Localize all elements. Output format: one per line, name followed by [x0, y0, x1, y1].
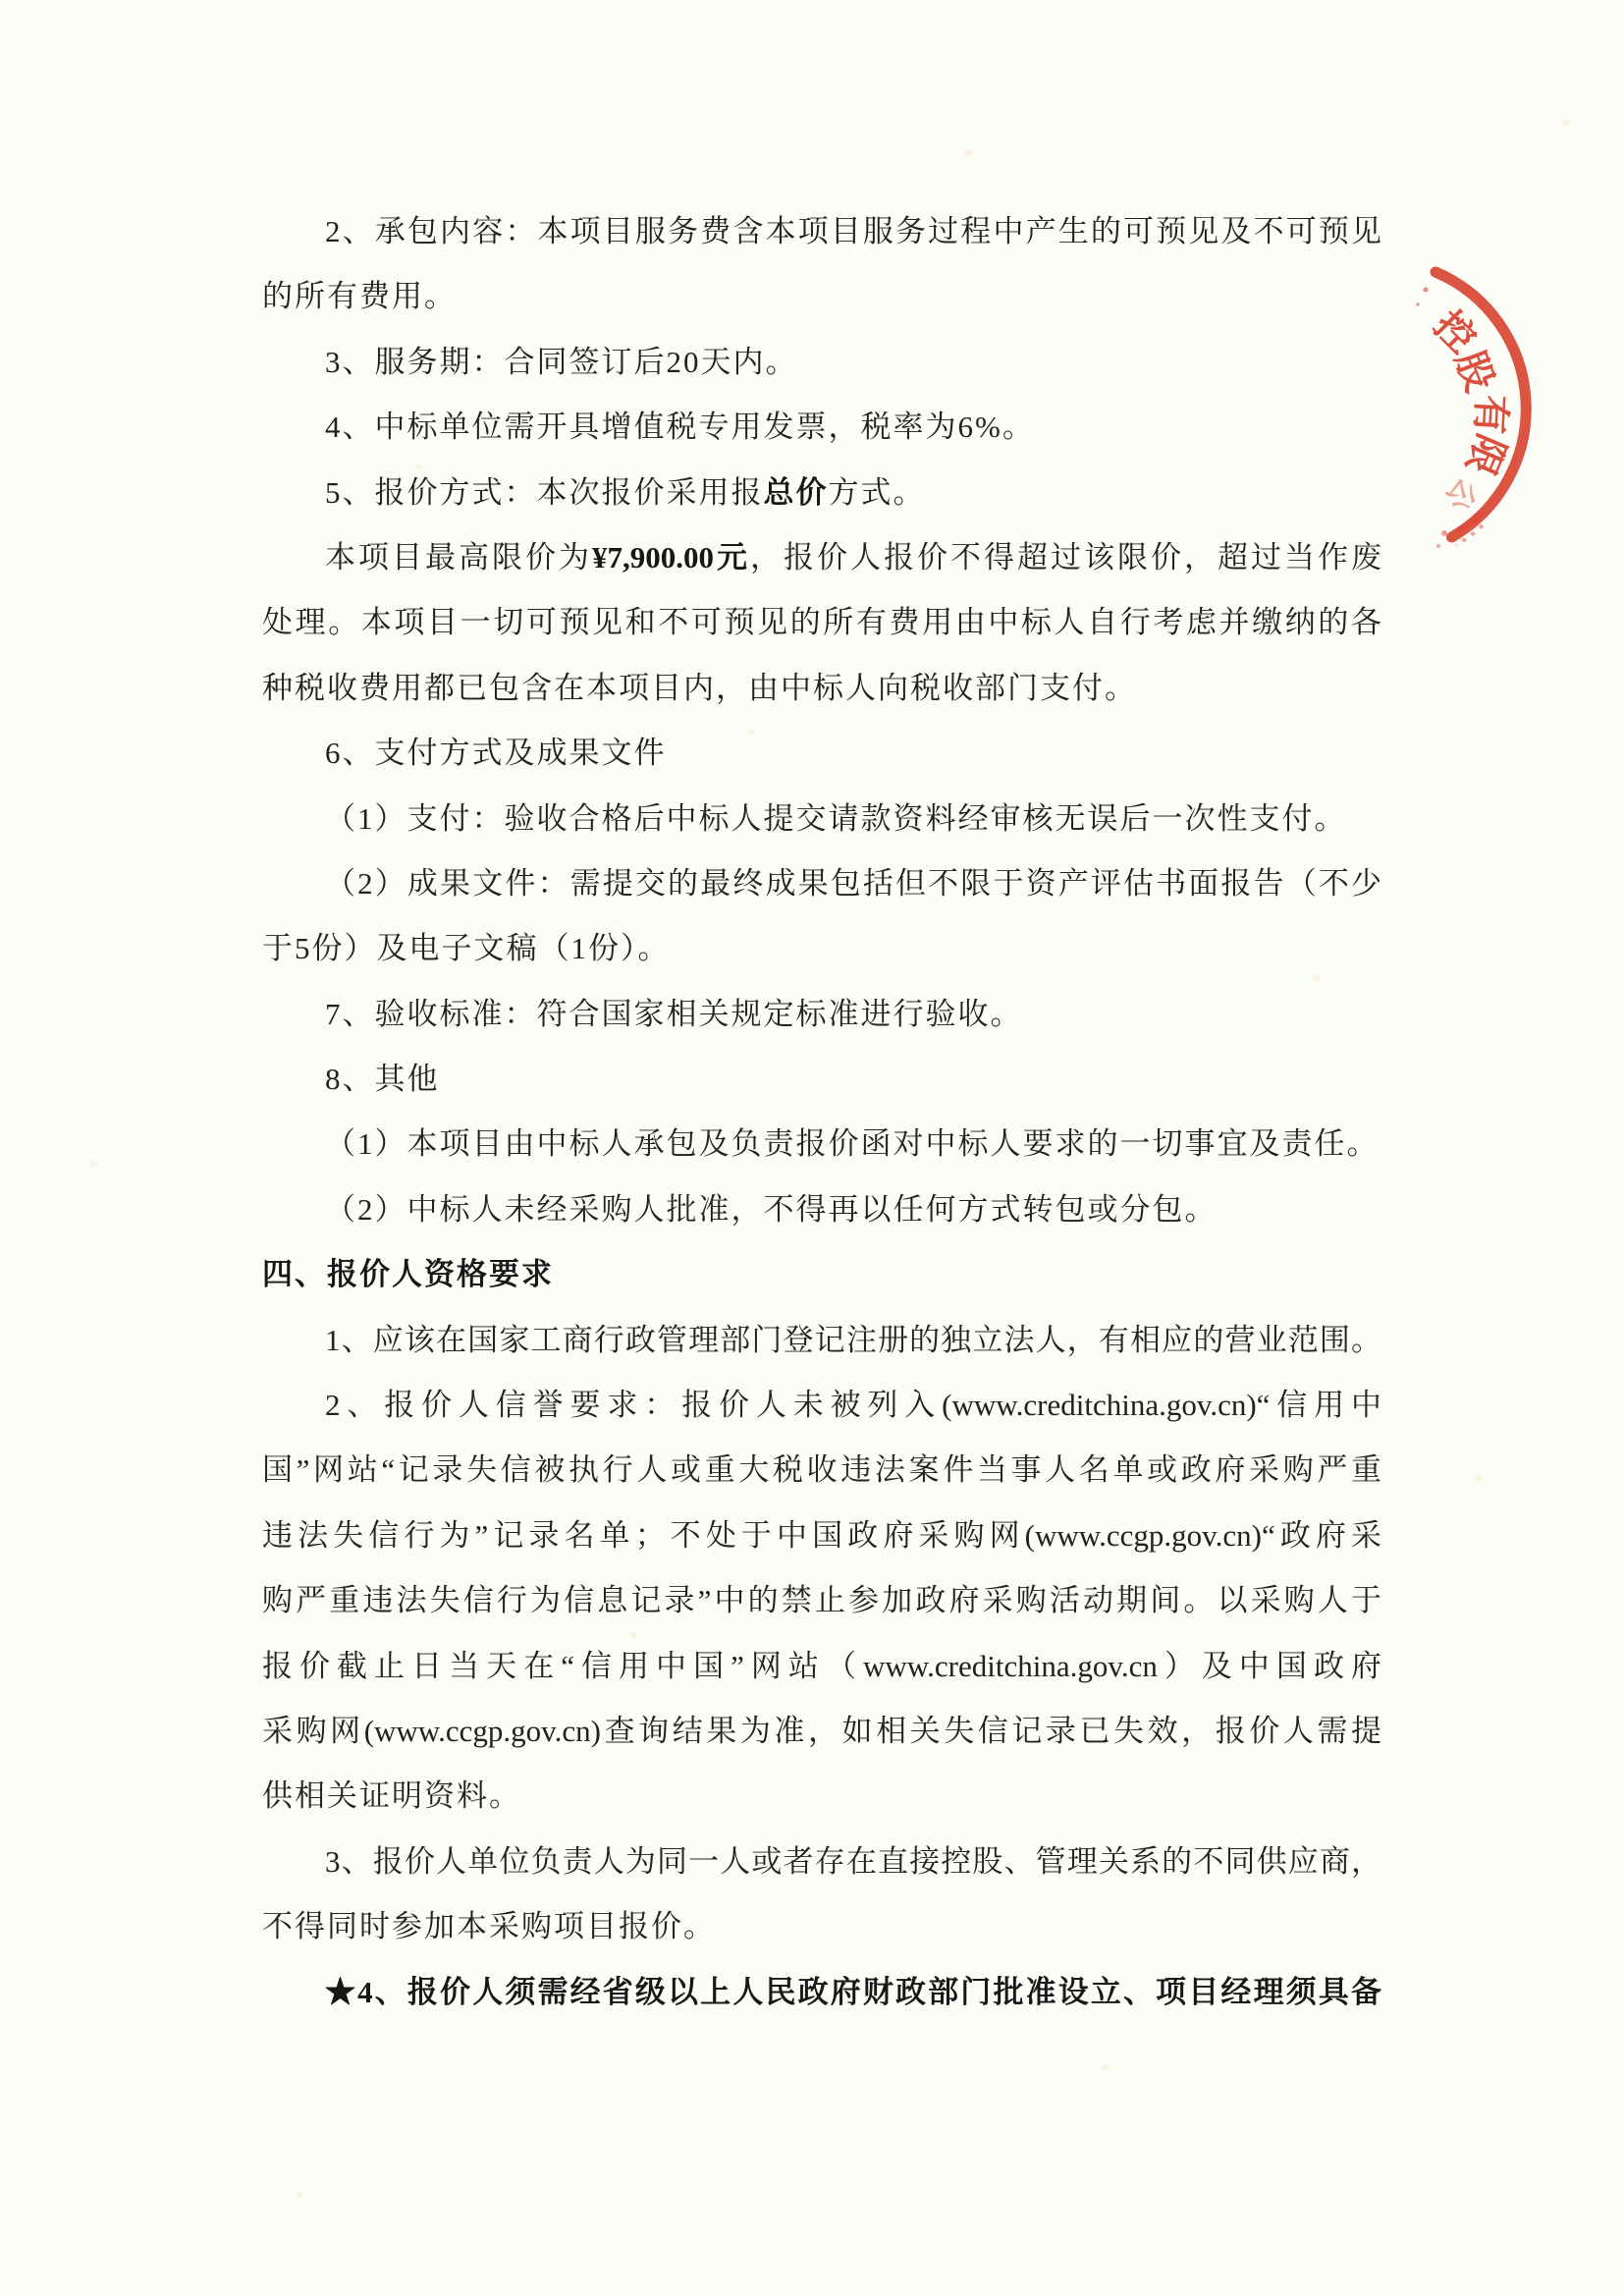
- doc-line: 违法失信行为”记录名单；不处于中国政府采购网(www.ccgp.gov.cn)“政府采: [262, 1517, 1381, 1553]
- seal-char-partial: 公: [1438, 471, 1484, 517]
- starred-requirement-line: ★4、报价人须需经省级以上人民政府财政部门批准设立、项目经理须具备: [325, 1974, 1381, 2009]
- speckle: [297, 2192, 302, 2198]
- doc-line: 的所有费用。: [262, 279, 457, 314]
- doc-line: 处理。本项目一切可预见和不可预见的所有费用由中标人自行考虑并缴纳的各: [262, 605, 1381, 640]
- doc-line: 报价截止日当天在“信用中国”网站（www.creditchina.gov.cn）及中国政府: [262, 1648, 1381, 1683]
- ink-speck: [1441, 530, 1447, 536]
- doc-line: 种税收费用都已包含在本项目内，由中标人向税收部门支付。: [262, 670, 1137, 705]
- doc-line: 于5份）及电子文稿（1份）。: [262, 931, 671, 966]
- doc-line: [262, 461, 1381, 525]
- seal-ring-smudge: [1459, 514, 1483, 530]
- doc-line: [262, 525, 1381, 590]
- seal-char: 有: [1467, 393, 1514, 436]
- doc-line: 不得同时参加本采购项目报价。: [262, 1909, 716, 1944]
- seal-char: 控: [1425, 301, 1486, 362]
- ink-speck: [1416, 302, 1420, 306]
- doc-line: 4、中标单位需开具增值税专用发票，税率为6%。: [325, 410, 1035, 445]
- speckle: [1102, 2064, 1110, 2070]
- doc-line: （2）中标人未经采购人批准，不得再以任何方式转包或分包。: [325, 1191, 1218, 1227]
- doc-line: 2、承包内容：本项目服务费含本项目服务过程中产生的可预见及不可预见: [325, 214, 1381, 248]
- doc-line: 6、支付方式及成果文件: [325, 736, 667, 771]
- doc-line: 采购网(www.ccgp.gov.cn)查询结果为准，如相关失信记录已失效，报价人需提: [262, 1713, 1381, 1748]
- speckle: [90, 1161, 97, 1167]
- seal-char: 限: [1457, 427, 1514, 482]
- doc-line: （1）本项目由中标人承包及负责报价函对中标人要求的一切事宜及责任。: [325, 1126, 1380, 1162]
- doc-line: 7、验收标准：符合国家相关规定标准进行验收。: [325, 996, 1023, 1031]
- doc-line: 国”网站“记录失信被执行人或重大税收违法案件当事人名单或政府采购严重: [262, 1452, 1381, 1488]
- speckle: [964, 149, 972, 155]
- doc-line: 3、报价人单位负责人为同一人或者存在直接控股、管理关系的不同供应商，: [325, 1843, 1381, 1879]
- doc-line: 购严重违法失信行为信息记录”中的禁止参加政府采购活动期间。以采购人于: [262, 1583, 1381, 1618]
- doc-line: 8、其他: [325, 1062, 440, 1097]
- doc-line: 3、服务期：合同签订后20天内。: [325, 344, 798, 379]
- document-body: [262, 199, 1381, 2025]
- seal-dotted-trail: [1456, 525, 1483, 545]
- doc-line: 2、报价人信誉要求：报价人未被列入(www.creditchina.gov.cn)“信用中: [325, 1388, 1381, 1423]
- doc-run: 方式。: [828, 474, 926, 510]
- doc-line: （2）成果文件：需提交的最终成果包括但不限于资产评估书面报告（不少: [325, 865, 1381, 901]
- doc-run: ，报价人报价不得超过该限价，超过当作废: [750, 539, 1381, 574]
- doc-run: 本项目最高限价为: [325, 539, 592, 574]
- section-heading: 四、报价人资格要求: [262, 1257, 554, 1292]
- speckle: [1563, 120, 1570, 127]
- speckle: [1475, 1475, 1482, 1481]
- seal-char: 股: [1446, 345, 1503, 398]
- doc-run-bold: ¥7,900.00元: [592, 539, 750, 574]
- doc-line: 供相关证明资料。: [262, 1778, 521, 1814]
- doc-line: 1、应该在国家工商行政管理部门登记注册的独立法人，有相应的营业范围。: [325, 1322, 1381, 1357]
- ink-speck: [1436, 544, 1440, 548]
- seal-ring-arc: [1435, 272, 1526, 537]
- doc-run: 5、报价方式：本次报价采用报: [325, 474, 764, 510]
- doc-line: （1）支付：验收合格后中标人提交请款资料经审核无误后一次性支付。: [325, 800, 1347, 836]
- ink-speck: [1424, 288, 1429, 293]
- doc-run-bold: 总价: [763, 474, 829, 510]
